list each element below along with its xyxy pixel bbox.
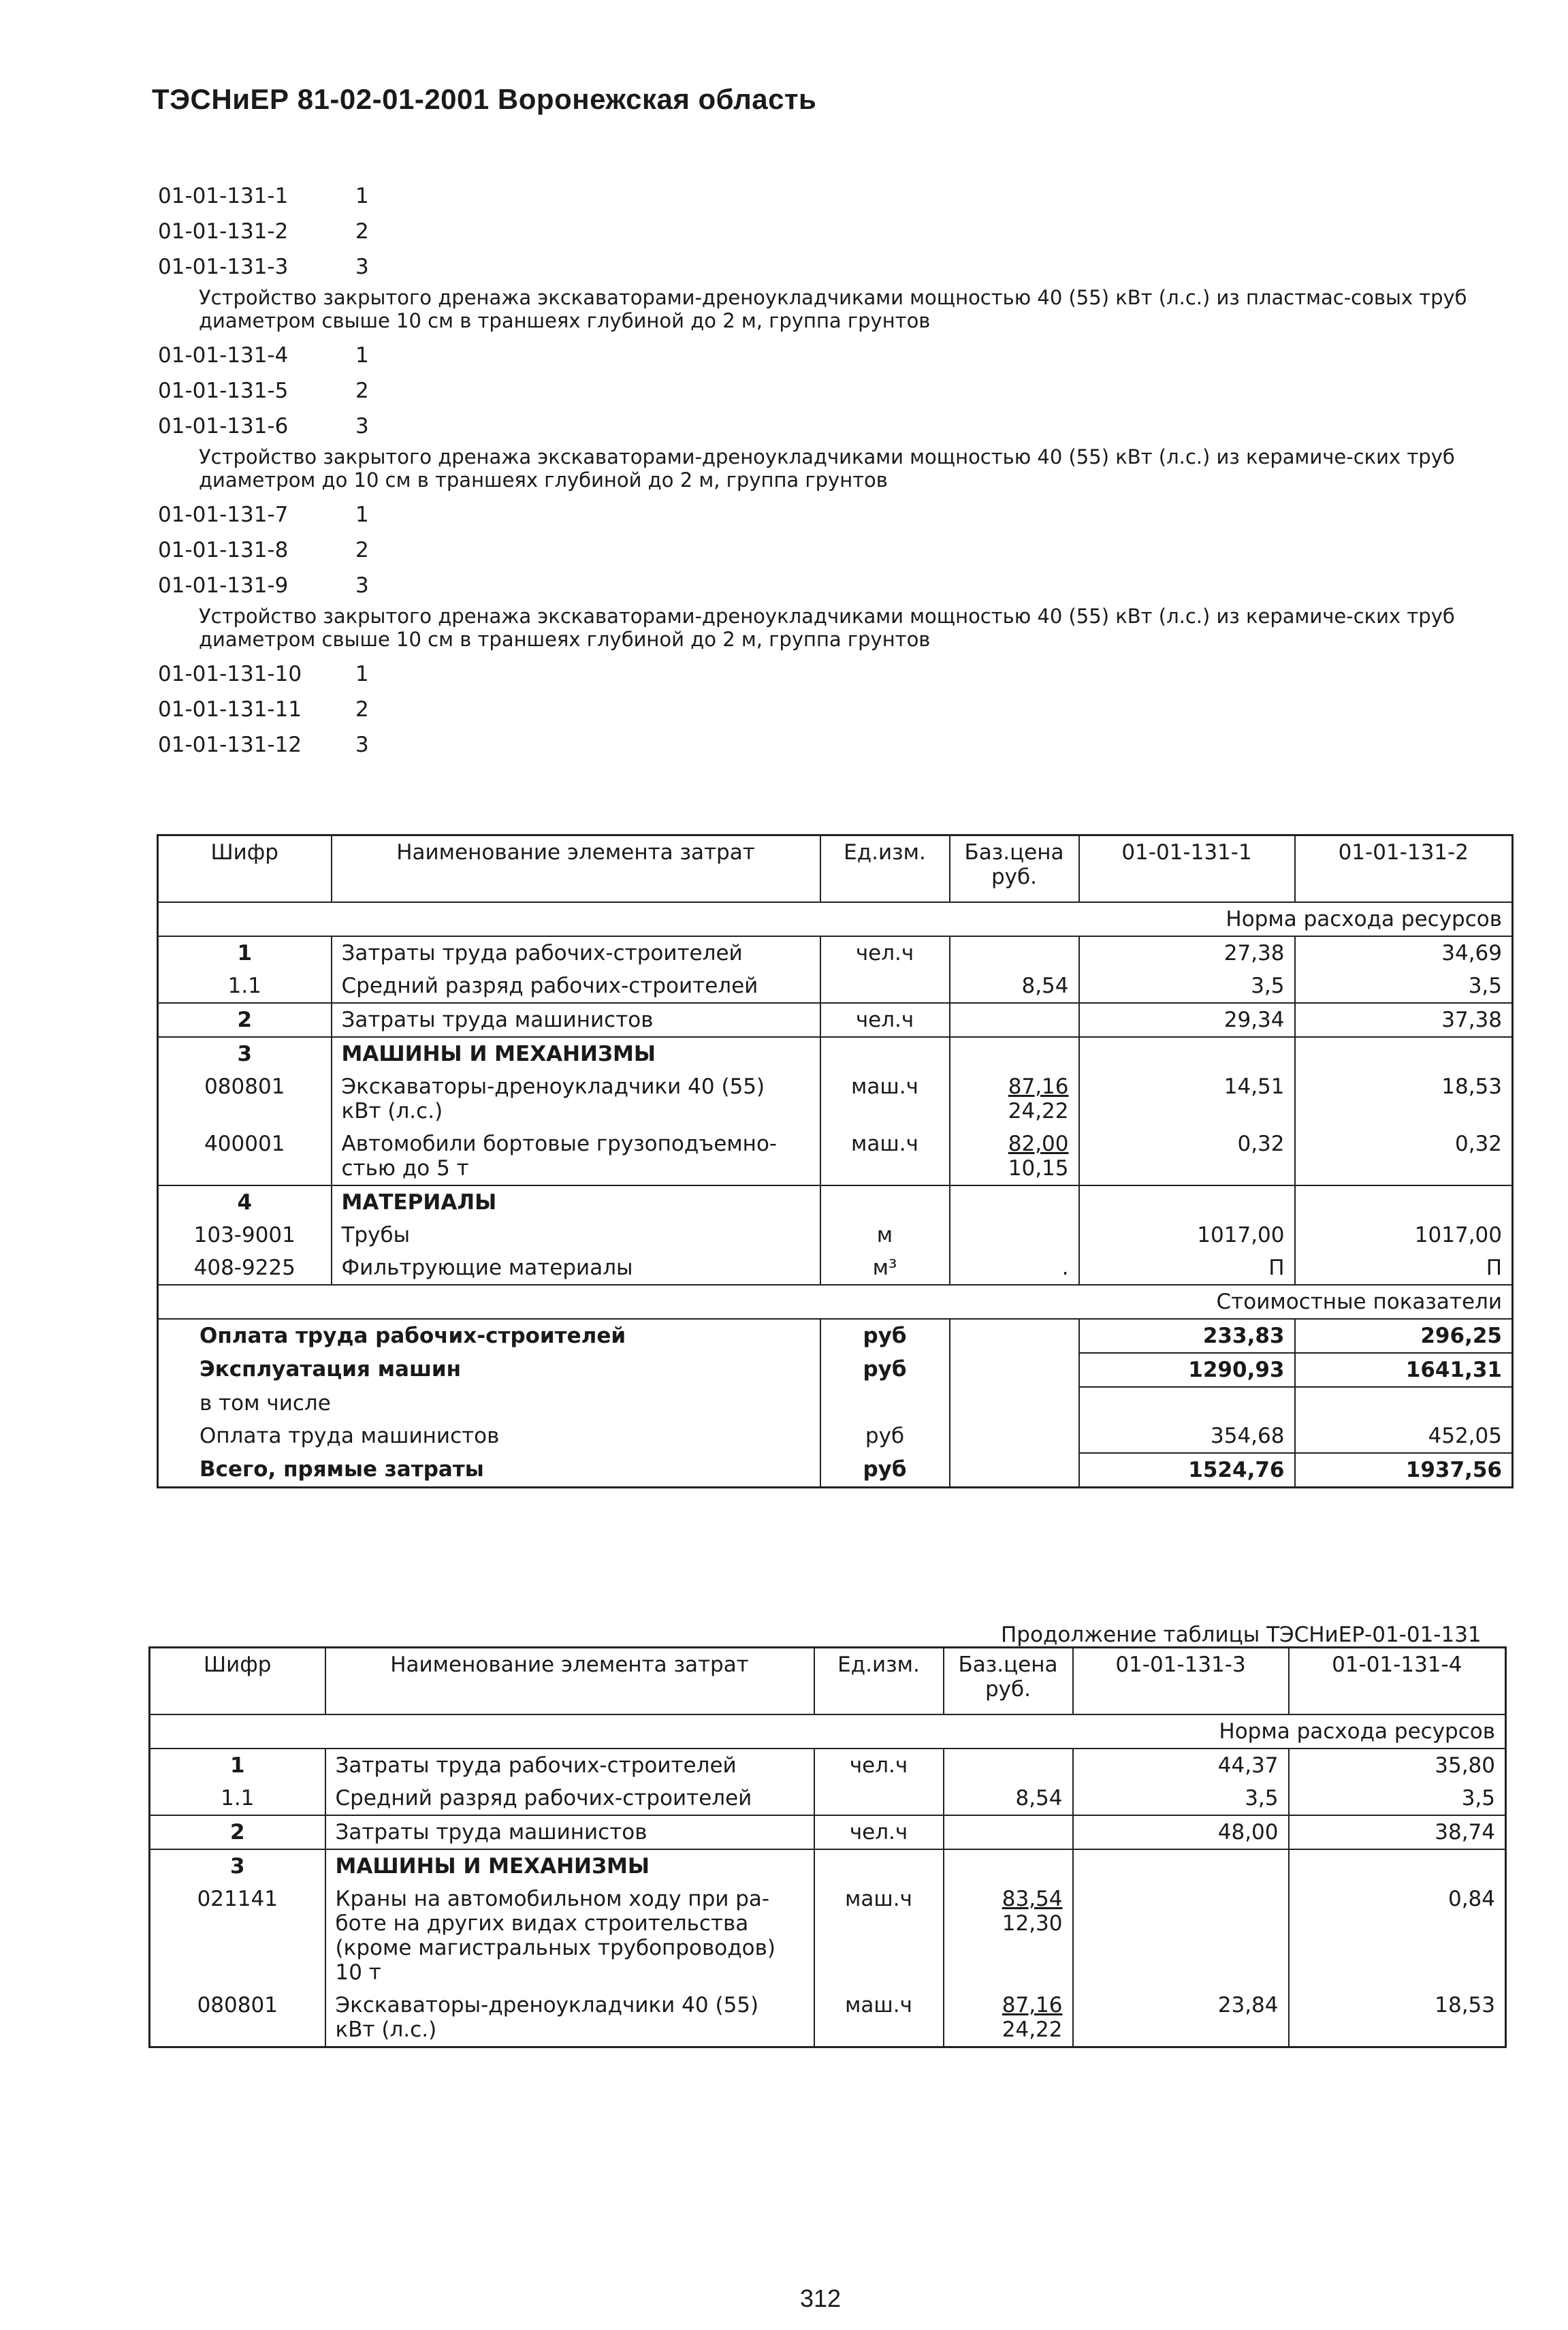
cell-cipher: 1	[150, 1749, 325, 1782]
norm-label: Норма расхода ресурсов	[158, 902, 1513, 936]
total-col-b: 1641,31	[1295, 1353, 1513, 1387]
total-price	[950, 1353, 1079, 1387]
item-code: 01-01-131-12	[158, 733, 302, 757]
price-wage: 12,30	[1002, 1911, 1063, 1936]
code-list-item	[158, 568, 1520, 603]
table-row	[150, 1815, 1506, 1849]
cell-cipher: 021141	[197, 1887, 278, 1911]
cell-col-b	[1295, 1037, 1513, 1070]
total-col-b	[1295, 1387, 1513, 1420]
cell-col-b: 1017,00	[1295, 1219, 1513, 1251]
totals-row	[158, 1453, 1513, 1488]
item-code: 01-01-131-7	[158, 502, 289, 527]
cell-col-a: 3,5	[1073, 1782, 1289, 1815]
soil-group-number: 2	[355, 379, 369, 403]
table-row	[158, 1070, 1513, 1128]
code-list-item	[158, 656, 1520, 692]
table-continuation-caption: Продолжение таблицы ТЭСНиЕР-01-01-131	[1001, 1623, 1482, 1647]
table-row	[158, 1185, 1513, 1219]
cell-price	[950, 1185, 1079, 1219]
code-list-item	[158, 178, 1520, 214]
soil-group-number: 3	[355, 255, 369, 279]
cell-unit	[814, 1849, 944, 1883]
cell-unit: чел.ч	[814, 1749, 944, 1782]
cell-unit: маш.ч	[814, 1883, 944, 1989]
cell-cipher: 400001	[204, 1132, 285, 1156]
header-price: Баз.цена руб.	[944, 1648, 1073, 1715]
total-col-b: 1937,56	[1295, 1453, 1513, 1488]
cell-price	[950, 1251, 1079, 1285]
section-description: Устройство закрытого дренажа экскаваторами-дреноукладчиками мощностью 40 (55) кВт (л.с.) из керамиче-ских труб диаметром до 10 см в траншеях глубиной до 2 м, группа грунтов	[199, 445, 1455, 492]
cell-cipher: 080801	[204, 1074, 285, 1099]
cell-price	[950, 1037, 1079, 1070]
table-row	[158, 970, 1513, 1003]
cell-price	[944, 1782, 1073, 1815]
table-row	[158, 1251, 1513, 1285]
cell-name: Затраты труда рабочих-строителей	[332, 936, 820, 970]
total-label: Оплата труда машинистов	[199, 1424, 500, 1448]
table-row	[158, 1128, 1513, 1185]
cell-cipher: 103-9001	[193, 1223, 295, 1247]
cell-cipher: 3	[158, 1037, 332, 1070]
cell-price	[944, 1749, 1073, 1782]
cell-unit: маш.ч	[820, 1070, 950, 1128]
cell-col-b: П	[1295, 1251, 1513, 1285]
cell-col-a: 48,00	[1073, 1815, 1289, 1849]
cell-unit: м	[820, 1219, 950, 1251]
cell-name: Автомобили бортовые грузоподъемно-стью до 5 т	[332, 1128, 820, 1185]
total-col-b: 296,25	[1295, 1319, 1513, 1353]
cell-name: Затраты труда машинистов	[325, 1815, 814, 1849]
header-cipher: Шифр	[150, 1648, 325, 1715]
code-list-item	[158, 409, 1520, 444]
header-price: Баз.цена руб.	[950, 835, 1079, 903]
cell-col-a	[1073, 1849, 1289, 1883]
cell-col-b: 34,69	[1295, 936, 1513, 970]
soil-group-number: 3	[355, 573, 369, 598]
total-price	[950, 1387, 1079, 1420]
soil-group-number: 1	[355, 184, 369, 208]
cell-col-a: 14,51	[1079, 1070, 1295, 1128]
cell-unit: чел.ч	[820, 936, 950, 970]
code-list-item	[158, 373, 1520, 409]
item-code: 01-01-131-10	[158, 662, 302, 686]
cell-cipher: 2	[150, 1815, 325, 1849]
table-row	[158, 1219, 1513, 1251]
item-code: 01-01-131-6	[158, 414, 289, 438]
cell-price	[950, 1128, 1079, 1185]
total-col-a: 1524,76	[1079, 1453, 1295, 1488]
cell-name: Экскаваторы-дреноукладчики 40 (55) кВт (л.с.)	[325, 1989, 814, 2047]
item-code: 01-01-131-9	[158, 573, 289, 598]
totals-row	[158, 1387, 1513, 1420]
total-col-a	[1079, 1387, 1295, 1420]
soil-group-number: 2	[355, 538, 369, 562]
total-col-b: 452,05	[1295, 1420, 1513, 1453]
item-code: 01-01-131-5	[158, 379, 289, 403]
table-row	[150, 1749, 1506, 1782]
header-col-a: 01-01-131-1	[1079, 835, 1295, 903]
page-number: 312	[800, 2284, 842, 2312]
total-col-a: 1290,93	[1079, 1353, 1295, 1387]
cell-cipher: 1.1	[221, 1786, 255, 1810]
cell-col-a: 23,84	[1073, 1989, 1289, 2047]
total-col-a: 354,68	[1079, 1420, 1295, 1453]
cell-name: МАШИНЫ И МЕХАНИЗМЫ	[332, 1037, 820, 1070]
cell-cipher: 4	[158, 1185, 332, 1219]
cell-unit	[820, 970, 950, 1003]
section-description: Устройство закрытого дренажа экскаваторами-дреноукладчиками мощностью 40 (55) кВт (л.с.) из керамиче-ских труб диаметром свыше 10 см в траншеях глубиной до 2 м, группа грунтов	[199, 605, 1455, 651]
price-machine: 82,00	[1008, 1132, 1069, 1156]
total-label: Оплата труда рабочих-строителей	[199, 1324, 626, 1348]
cell-unit: м³	[820, 1251, 950, 1285]
cell-col-b: 38,74	[1289, 1815, 1506, 1849]
header-name: Наименование элемента затрат	[325, 1648, 814, 1715]
code-list	[158, 178, 1520, 763]
cell-unit	[820, 1037, 950, 1070]
total-unit: руб	[820, 1319, 950, 1353]
cell-price	[950, 1070, 1079, 1128]
totals-row	[158, 1353, 1513, 1387]
code-list-item	[158, 692, 1520, 727]
soil-group-number: 1	[355, 343, 369, 368]
table-row	[150, 1849, 1506, 1883]
soil-group-number: 2	[355, 219, 369, 244]
price-wage: 24,22	[1008, 1099, 1069, 1123]
cell-col-a	[1079, 1185, 1295, 1219]
header-col-b: 01-01-131-2	[1295, 835, 1513, 903]
price-machine: 87,16	[1008, 1074, 1069, 1099]
total-price	[950, 1319, 1079, 1353]
cell-col-b: 37,38	[1295, 1003, 1513, 1037]
table-header-row	[150, 1648, 1506, 1715]
table-row	[158, 936, 1513, 970]
item-code: 01-01-131-11	[158, 697, 302, 722]
document-title: ТЭСНиЕР 81-02-01-2001 Воронежская область	[152, 83, 817, 115]
cell-price	[950, 970, 1079, 1003]
total-unit	[820, 1387, 950, 1420]
cell-col-b	[1295, 1185, 1513, 1219]
cell-col-b	[1289, 1849, 1506, 1883]
table-row	[150, 1883, 1506, 1989]
soil-group-number: 1	[355, 662, 369, 686]
cell-col-a: П	[1079, 1251, 1295, 1285]
cell-unit	[820, 1185, 950, 1219]
price-wage: .	[1061, 1256, 1069, 1280]
code-list-item	[158, 338, 1520, 373]
code-list-item	[158, 249, 1520, 285]
table-row	[158, 1003, 1513, 1037]
code-list-item	[158, 497, 1520, 532]
cell-name: Краны на автомобильном ходу при ра-боте на других видах строительства (кроме магистральных трубопроводов) 10 т	[325, 1883, 814, 1989]
total-unit: руб	[820, 1453, 950, 1488]
total-price	[950, 1420, 1079, 1453]
code-list-item	[158, 532, 1520, 568]
section-description: Устройство закрытого дренажа экскаваторами-дреноукладчиками мощностью 40 (55) кВт (л.с.) из пластмас-совых труб диаметром свыше 10 см в траншеях глубиной до 2 м, группа грунтов	[199, 286, 1467, 332]
norm-label: Норма расхода ресурсов	[150, 1714, 1506, 1749]
table-row	[158, 1037, 1513, 1070]
cell-price	[944, 1815, 1073, 1849]
totals-row	[158, 1420, 1513, 1453]
cell-name: Средний разряд рабочих-строителей	[332, 970, 820, 1003]
cell-col-b: 0,32	[1295, 1128, 1513, 1185]
total-col-a: 233,83	[1079, 1319, 1295, 1353]
cell-cipher: 1	[158, 936, 332, 970]
cell-name: Фильтрующие материалы	[332, 1251, 820, 1285]
cell-cipher: 1.1	[227, 974, 261, 998]
price-machine: 87,16	[1002, 1993, 1063, 2017]
price-wage: 8,54	[1015, 1786, 1063, 1810]
cell-unit: чел.ч	[820, 1003, 950, 1037]
price-wage: 10,15	[1008, 1156, 1069, 1181]
price-wage: 8,54	[1021, 974, 1069, 998]
header-col-a: 01-01-131-3	[1073, 1648, 1289, 1715]
cell-cipher: 3	[150, 1849, 325, 1883]
cell-price	[950, 936, 1079, 970]
cost-label-row	[158, 1285, 1513, 1319]
cell-col-a: 27,38	[1079, 936, 1295, 970]
cell-unit: маш.ч	[814, 1989, 944, 2047]
total-price	[950, 1453, 1079, 1488]
price-machine: 83,54	[1002, 1887, 1063, 1911]
cell-name: Затраты труда машинистов	[332, 1003, 820, 1037]
totals-row	[158, 1319, 1513, 1353]
code-list-item	[158, 727, 1520, 763]
cell-col-a: 0,32	[1079, 1128, 1295, 1185]
code-list-item	[158, 214, 1520, 249]
cell-col-a	[1079, 1037, 1295, 1070]
soil-group-number: 1	[355, 502, 369, 527]
norms-table-2	[148, 1646, 1507, 2048]
cell-name: Трубы	[332, 1219, 820, 1251]
cell-col-b: 35,80	[1289, 1749, 1506, 1782]
total-label: Эксплуатация машин	[199, 1357, 462, 1382]
soil-group-number: 3	[355, 733, 369, 757]
norm-label-row	[158, 902, 1513, 936]
cell-name: Затраты труда рабочих-строителей	[325, 1749, 814, 1782]
header-cipher: Шифр	[158, 835, 332, 903]
cell-unit	[814, 1782, 944, 1815]
cell-col-b: 3,5	[1295, 970, 1513, 1003]
item-code: 01-01-131-1	[158, 184, 289, 208]
total-label: в том числе	[199, 1391, 331, 1416]
cell-col-b: 0,84	[1289, 1883, 1506, 1989]
table-row	[150, 1989, 1506, 2047]
item-code: 01-01-131-2	[158, 219, 289, 244]
cell-col-b: 3,5	[1289, 1782, 1506, 1815]
cell-col-b: 18,53	[1295, 1070, 1513, 1128]
cell-unit: маш.ч	[820, 1128, 950, 1185]
cell-col-a: 1017,00	[1079, 1219, 1295, 1251]
header-unit: Ед.изм.	[820, 835, 950, 903]
cell-name: Средний разряд рабочих-строителей	[325, 1782, 814, 1815]
table-row	[150, 1782, 1506, 1815]
total-unit: руб	[820, 1420, 950, 1453]
cell-price	[944, 1989, 1073, 2047]
cell-col-a	[1073, 1883, 1289, 1989]
cell-col-a: 3,5	[1079, 970, 1295, 1003]
cell-price	[950, 1219, 1079, 1251]
soil-group-number: 3	[355, 414, 369, 438]
item-code: 01-01-131-3	[158, 255, 289, 279]
cell-col-a: 29,34	[1079, 1003, 1295, 1037]
cell-cipher: 408-9225	[193, 1256, 295, 1280]
norm-label-row	[150, 1714, 1506, 1749]
header-unit: Ед.изм.	[814, 1648, 944, 1715]
cost-label: Стоимостные показатели	[158, 1285, 1513, 1319]
total-label: Всего, прямые затраты	[199, 1457, 484, 1482]
norms-table-1	[157, 834, 1514, 1488]
cell-name: МАШИНЫ И МЕХАНИЗМЫ	[325, 1849, 814, 1883]
cell-cipher: 080801	[197, 1993, 278, 2017]
cell-col-b: 18,53	[1289, 1989, 1506, 2047]
header-col-b: 01-01-131-4	[1289, 1648, 1506, 1715]
price-wage: 24,22	[1002, 2017, 1063, 2042]
cell-name: Экскаваторы-дреноукладчики 40 (55) кВт (л.с.)	[332, 1070, 820, 1128]
soil-group-number: 2	[355, 697, 369, 722]
table-header-row	[158, 835, 1513, 903]
header-name: Наименование элемента затрат	[332, 835, 820, 903]
total-unit: руб	[820, 1353, 950, 1387]
cell-name: МАТЕРИАЛЫ	[332, 1185, 820, 1219]
cell-price	[944, 1849, 1073, 1883]
item-code: 01-01-131-4	[158, 343, 289, 368]
item-code: 01-01-131-8	[158, 538, 289, 562]
cell-col-a: 44,37	[1073, 1749, 1289, 1782]
cell-price	[950, 1003, 1079, 1037]
cell-cipher: 2	[158, 1003, 332, 1037]
cell-price	[944, 1883, 1073, 1989]
cell-unit: чел.ч	[814, 1815, 944, 1849]
